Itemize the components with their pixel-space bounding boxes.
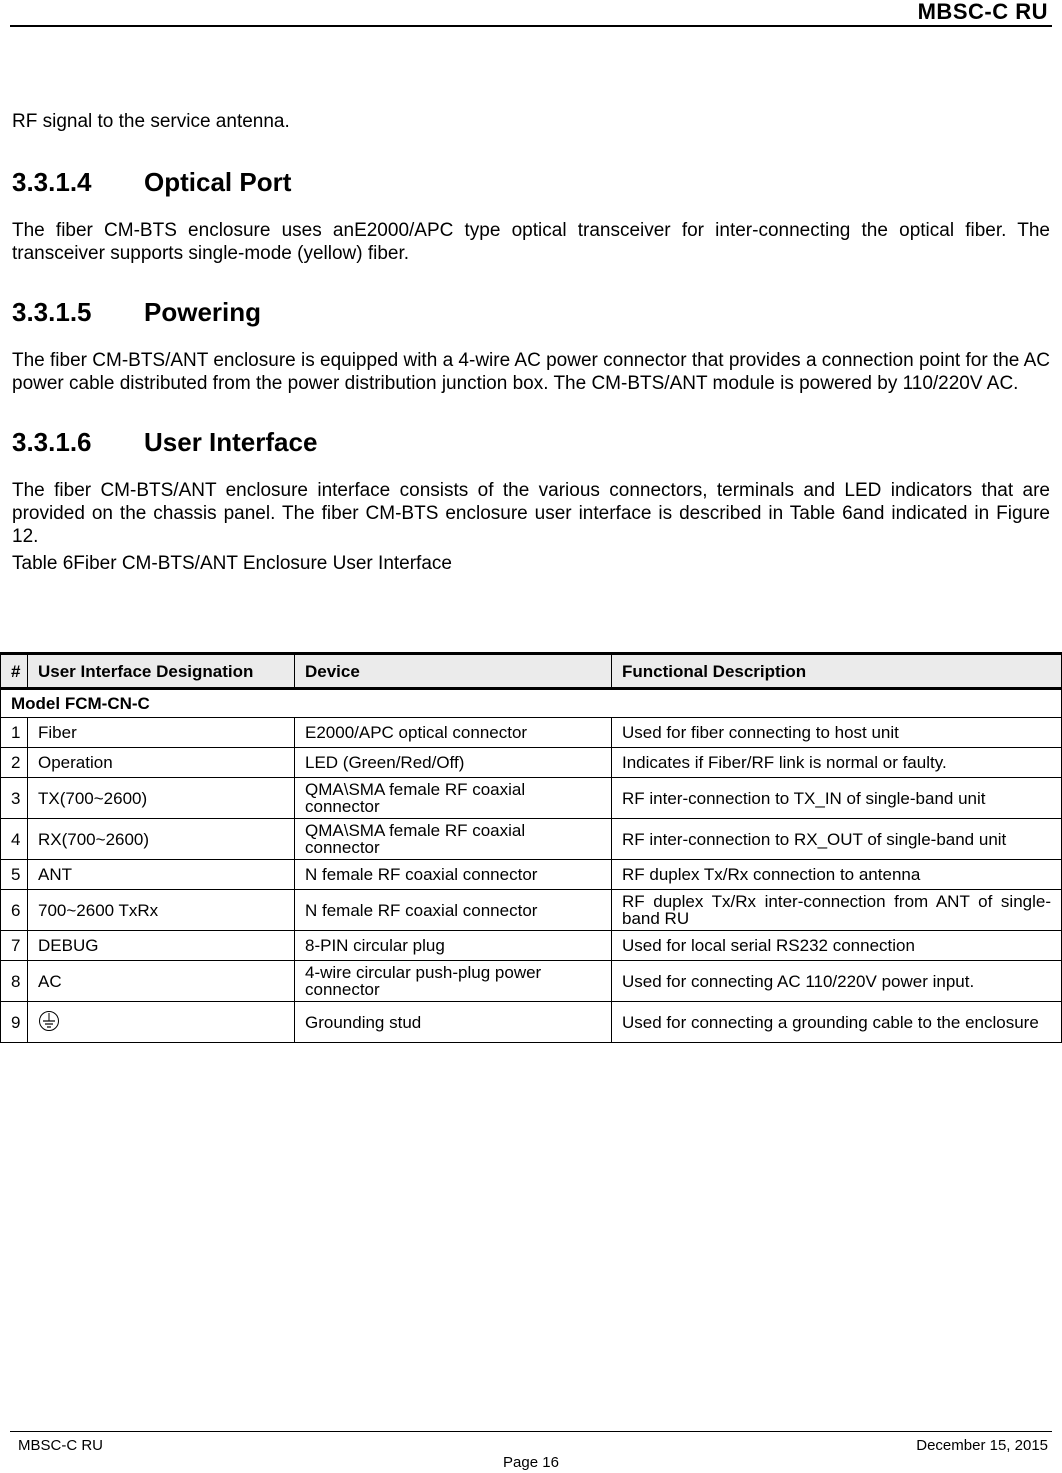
- cell-description: Used for fiber connecting to host unit: [612, 718, 1062, 748]
- cell-number: 3: [1, 778, 28, 819]
- footer-doc-name: MBSC-C RU: [18, 1437, 103, 1454]
- cell-device: QMA\SMA female RF coaxial connector: [295, 778, 612, 819]
- cell-device: LED (Green/Red/Off): [295, 748, 612, 778]
- user-interface-table: [0, 652, 1062, 1043]
- cell-number: 9: [1, 1002, 28, 1043]
- section-number: 3.3.1.4: [12, 167, 92, 197]
- cell-designation: Fiber: [28, 718, 295, 748]
- cell-number: 7: [1, 931, 28, 961]
- section-title: Powering: [144, 297, 262, 327]
- cell-designation: RX(700~2600): [28, 819, 295, 860]
- powering-paragraph: The fiber CM-BTS/ANT enclosure is equipped with a 4-wire AC power connector that provides a connection point for the AC power cable distributed from the power distribution junction box. The CM-BTS/ANT module is powered by 110/220V AC.: [12, 350, 1050, 394]
- user-interface-paragraph: The fiber CM-BTS/ANT enclosure interface consists of the various connectors, terminals and LED indicators that are provided on the chassis panel. The fiber CM-BTS enclosure user interface is described in Table 6and indicated in Figure 12.: [12, 480, 1050, 547]
- cell-number: 4: [1, 819, 28, 860]
- table-header-row: [1, 654, 1062, 689]
- optical-port-paragraph: The fiber CM-BTS enclosure uses anE2000/APC type optical transceiver for inter-connecting the optical fiber. The transceiver supports single-mode (yellow) fiber.: [12, 220, 1050, 264]
- cell-designation: [28, 1002, 295, 1043]
- cell-device: N female RF coaxial connector: [295, 860, 612, 890]
- cell-description: Indicates if Fiber/RF link is normal or faulty.: [612, 748, 1062, 778]
- cell-description: RF inter-connection to TX_IN of single-band unit: [612, 778, 1062, 819]
- cell-designation: DEBUG: [28, 931, 295, 961]
- cell-description: RF duplex Tx/Rx inter-connection from ANT of single-band RU: [612, 890, 1062, 931]
- table-caption: Table 6Fiber CM-BTS/ANT Enclosure User Interface: [12, 553, 452, 574]
- table-row: [1, 890, 1062, 931]
- section-number: 3.3.1.5: [12, 297, 92, 327]
- section-heading-optical-port: [12, 167, 1050, 197]
- cell-device: 8-PIN circular plug: [295, 931, 612, 961]
- page-header: [10, 0, 1052, 27]
- model-row: [1, 689, 1062, 718]
- footer-date: December 15, 2015: [916, 1437, 1048, 1454]
- section-heading-powering: [12, 297, 1050, 327]
- header-number: #: [1, 654, 28, 689]
- section-heading-user-interface: [12, 427, 1050, 457]
- cell-number: 5: [1, 860, 28, 890]
- table-row: [1, 778, 1062, 819]
- model-label: Model FCM-CN-C: [1, 689, 1062, 718]
- cell-number: 8: [1, 961, 28, 1002]
- grounding-symbol-icon: [38, 1010, 60, 1035]
- cell-description: Used for connecting a grounding cable to the enclosure: [612, 1002, 1062, 1043]
- cell-description: Used for local serial RS232 connection: [612, 931, 1062, 961]
- table-row: [1, 961, 1062, 1002]
- cell-number: 2: [1, 748, 28, 778]
- cell-device: QMA\SMA female RF coaxial connector: [295, 819, 612, 860]
- page-footer: [10, 1431, 1052, 1473]
- cell-description: Used for connecting AC 110/220V power input.: [612, 961, 1062, 1002]
- section-title: User Interface: [144, 427, 318, 457]
- cell-designation: ANT: [28, 860, 295, 890]
- cell-device: Grounding stud: [295, 1002, 612, 1043]
- intro-paragraph: RF signal to the service antenna.: [12, 111, 290, 132]
- table-row: [1, 718, 1062, 748]
- cell-device: E2000/APC optical connector: [295, 718, 612, 748]
- table-row: [1, 1002, 1062, 1043]
- document-body: [12, 110, 1050, 582]
- table-row: [1, 748, 1062, 778]
- cell-device: N female RF coaxial connector: [295, 890, 612, 931]
- cell-designation: TX(700~2600): [28, 778, 295, 819]
- cell-description: RF duplex Tx/Rx connection to antenna: [612, 860, 1062, 890]
- page-number: Page 16: [503, 1454, 559, 1471]
- table-row: [1, 860, 1062, 890]
- cell-designation: AC: [28, 961, 295, 1002]
- cell-designation: Operation: [28, 748, 295, 778]
- header-designation: User Interface Designation: [28, 654, 295, 689]
- header-title: MBSC-C RU: [917, 0, 1048, 24]
- header-description: Functional Description: [612, 654, 1062, 689]
- table-row: [1, 819, 1062, 860]
- cell-number: 6: [1, 890, 28, 931]
- section-title: Optical Port: [144, 167, 292, 197]
- cell-number: 1: [1, 718, 28, 748]
- section-number: 3.3.1.6: [12, 427, 92, 457]
- header-device: Device: [295, 654, 612, 689]
- cell-description: RF inter-connection to RX_OUT of single-band unit: [612, 819, 1062, 860]
- table-row: [1, 931, 1062, 961]
- cell-device: 4-wire circular push-plug power connector: [295, 961, 612, 1002]
- cell-designation: 700~2600 TxRx: [28, 890, 295, 931]
